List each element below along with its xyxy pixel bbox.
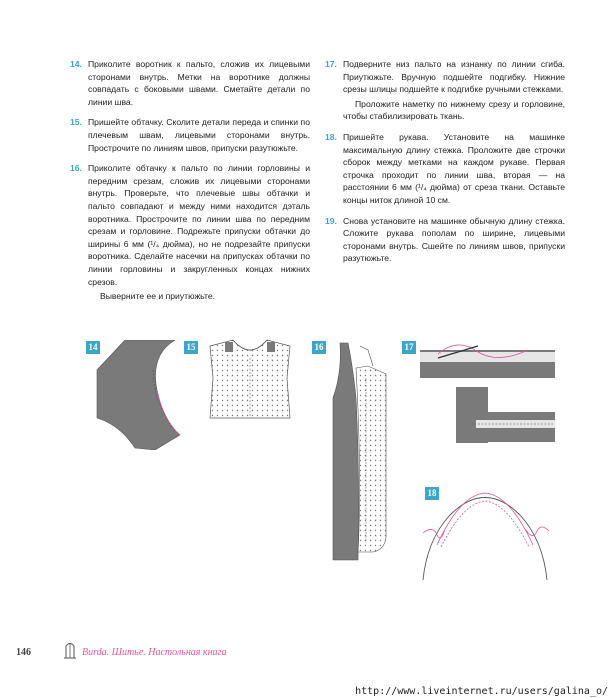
step-16-extra: Выверните ее и приутюжьте. [100,291,215,302]
step-number: 17. [325,59,337,69]
step-number: 14. [70,59,82,69]
figure-16-label: 16 [312,341,326,354]
step-text: Пришейте рукава. Установите на машинке максимальную длину стежка. Проложите две строчки сборок между метками на каждом рукаве. Первая строчка проходит по линии шва, вторая — на расстоянии 6 мм (¹/₄ дюйма) от среза ткани. Оставьте концы ниток длиной 10 см. [343,131,565,205]
step-number: 19. [325,215,337,226]
page-number: 146 [16,647,31,658]
step-17 [325,58,565,96]
figure-18-label: 18 [425,487,439,500]
step-17-extra: Проложите наметку по нижнему срезу и горловине, чтобы стабилизировать ткань. [343,98,565,122]
figure-15-label: 15 [184,341,198,354]
figure-18-sleeve-illustration [415,485,555,585]
figure-14-collar-illustration [95,340,185,450]
figure-17-label: 17 [402,341,416,354]
watermark-url: http://www.liveinternet.ru/users/galina_o/ [355,686,608,697]
figure-15-facing-illustration [205,338,295,420]
step-text: Приколите воротник к пальто, сложив их лицевыми сторонами внутрь. Метки на воротнике должны совпадать с боковыми швами. Сметайте детали по линии шва. [88,59,310,107]
step-text: Пришейте обтачку. Сколите детали переда и спинки по плечевым швам, лицевыми сторонами внутрь. Прострочите по линиям швов, припуски разутюжьте. [88,117,310,153]
step-18 [325,131,565,207]
step-text: Приколите обтачку к пальто по линии горловины и передним срезам, сложив их лицевыми сторонами внутрь. Проверьте, что плечевые швы обтачки и пальто совпадают и между ними находится дэталь воротника. Прострочите по линии шва по передним срезам и горловине. Подрежьте припуски обтачки до ширины 6 мм (¹/₄ дюйма), но не подрезайте припуски воротника. Сделайте насечки на припусках обтачки по линии горловины и закругленных концах нижних срезов. [88,163,310,287]
step-16 [70,162,310,288]
figure-14-label: 14 [86,341,100,354]
step-number: 15. [70,117,82,128]
step-14 [70,58,310,108]
step-15 [70,116,310,154]
right-text-column [325,58,565,273]
figure-16-front-edge-illustration [328,338,388,563]
step-number: 18. [325,131,337,142]
step-number: 16. [70,163,82,174]
step-19 [325,215,565,265]
step-text: Снова установите на машинке обычную длину стежка. Сложите рукава пополам по ширине, лицевыми сторонами внутрь. Сшейте по линиям швов, припуски разутюжьте. [343,215,565,264]
left-text-column [70,58,310,311]
figure-17-hem-illustration [418,332,558,444]
burda-logo-icon [62,640,78,660]
step-text: Подверните низ пальто на изнанку по линии сгиба. Приутюжьте. Вручную подшейте подгибку. Нижние срезы шлицы подшейте к подгибке ручными стежками. [343,59,565,95]
book-title: Burda. Шитье. Настольная книга [82,647,227,658]
